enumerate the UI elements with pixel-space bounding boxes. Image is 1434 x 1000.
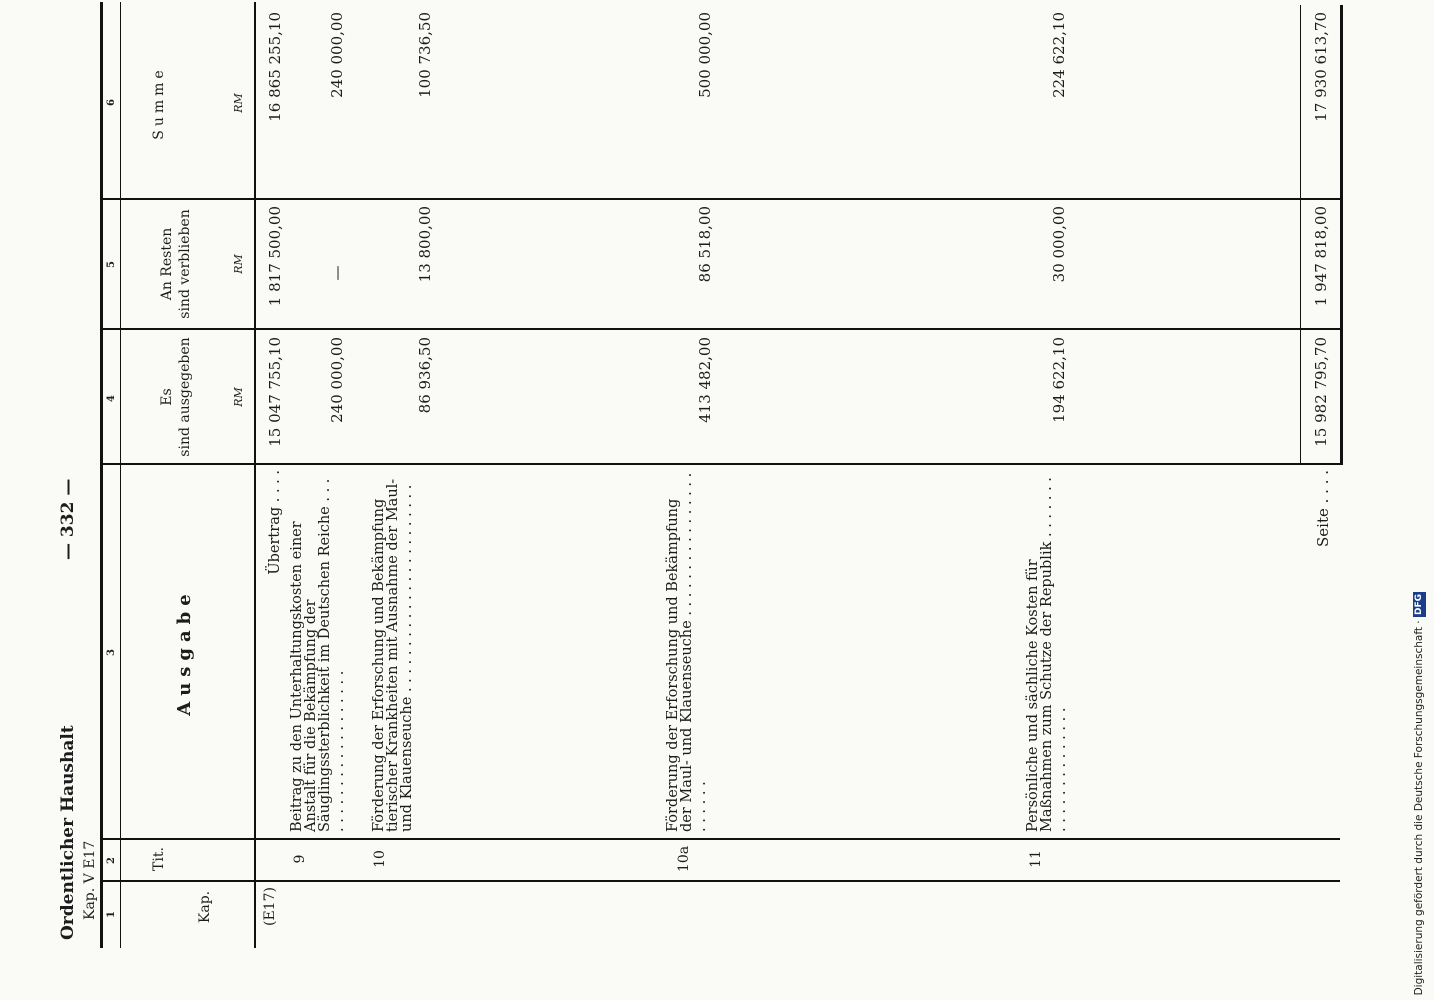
row-ausgegeben-11: 194 622,10	[1050, 337, 1068, 423]
divider-5-6	[100, 198, 1340, 200]
divider-2-3	[100, 838, 1340, 840]
colnum-1: 1	[106, 911, 117, 918]
divider-4-5	[100, 328, 1340, 330]
divider-1-2	[100, 880, 1340, 882]
table-top-rule	[100, 2, 103, 948]
header-ausgabe: Ausgabe	[174, 588, 195, 716]
header-col5-line2: sind verblieben	[177, 209, 193, 319]
footer-top-rule	[1300, 5, 1301, 465]
footer-ausgegeben: 15 982 795,70	[1312, 337, 1330, 447]
row-summe-10: 100 736,50	[416, 12, 434, 98]
row-ausgegeben-10a: 413 482,00	[696, 337, 714, 423]
digitization-credit	[1406, 0, 1432, 1000]
header-summe: Summe	[151, 66, 167, 140]
page-number: — 332 —	[58, 478, 78, 560]
colnum-6: 6	[106, 99, 117, 106]
header-bottom-rule	[254, 2, 256, 948]
row-tit-10a: 10a	[676, 845, 692, 873]
colnum-2: 2	[106, 857, 117, 864]
footer-reste: 1 947 818,00	[1312, 206, 1330, 307]
row-tit-9: 9	[292, 854, 308, 864]
footer-bottom-rule	[1340, 5, 1343, 465]
page-title: Ordentlicher Haushalt	[58, 725, 78, 940]
dfg-logo: DFG	[1413, 594, 1424, 616]
row-ausgegeben-uebertrag: 15 047 755,10	[266, 337, 284, 447]
header-col4-line2: sind ausgegeben	[177, 337, 193, 457]
page-subtitle: Kap. V E17	[82, 840, 98, 920]
row-tit-10: 10	[372, 850, 388, 868]
row-summe-11: 224 622,10	[1050, 12, 1068, 98]
row-ausgegeben-9: 240 000,00	[328, 337, 346, 423]
row-reste-10a: 86 518,00	[696, 206, 714, 283]
colnum-3: 3	[106, 649, 117, 656]
row-reste-11: 30 000,00	[1050, 206, 1068, 283]
row-reste-uebertrag: 1 817 500,00	[266, 206, 284, 307]
kap-value: (E17)	[262, 887, 278, 926]
credit-text: Digitalisierung gefördert durch die Deutsche Forschungsgemeinschaft ·	[1413, 620, 1425, 996]
row-reste-10: 13 800,00	[416, 206, 434, 283]
row-summe-10a: 500 000,00	[696, 12, 714, 98]
divider-3-4	[100, 463, 1340, 465]
header-col4-line1: Es	[159, 388, 175, 406]
colnum-rule	[120, 2, 121, 948]
header-col5-line1: An Resten	[159, 227, 175, 301]
row-text-10: Förderung der Erforschung und Bekämpfung tierischer Krankheiten mit Ausnahme der Maul- und Klauenseuche . . . . . . . . . . . . . . . . . . . . . . .	[371, 478, 415, 832]
row-text-9: Beitrag zu den Unterhaltungskosten einer Anstalt für die Bekämpfung der Säuglingssterblichkeit im Deutschen Reiche . . . . . . . . . . . . . . . . . . . . .	[289, 478, 347, 832]
header-kap: Kap.	[197, 890, 213, 924]
header-col4-unit: RM	[232, 387, 245, 407]
colnum-5: 5	[106, 261, 117, 268]
footer-label: Seite . . . .	[1314, 470, 1332, 547]
footer-summe: 17 930 613,70	[1312, 12, 1330, 122]
row-ausgegeben-10: 86 936,50	[416, 337, 434, 414]
row-summe-9: 240 000,00	[328, 12, 346, 98]
row-reste-9: —	[328, 265, 346, 281]
header-col6-unit: RM	[232, 93, 245, 113]
header-col5-unit: RM	[232, 254, 245, 274]
row-tit-11: 11	[1028, 850, 1044, 868]
row-text-uebertrag: Übertrag . . . .	[267, 470, 283, 575]
row-summe-uebertrag: 16 865 255,10	[266, 12, 284, 122]
header-tit: Tit.	[151, 847, 167, 871]
row-text-11: Persönliche und sächliche Kosten für Maßnahmen zum Schutze der Republik . . . . . . . . . . . . . . . . . . . . .	[1025, 477, 1069, 832]
row-text-10a: Förderung der Erforschung und Bekämpfung der Maul- und Klauenseuche . . . . . . . . . . . . . . . . . . . . . .	[665, 472, 709, 832]
colnum-4: 4	[106, 395, 117, 402]
